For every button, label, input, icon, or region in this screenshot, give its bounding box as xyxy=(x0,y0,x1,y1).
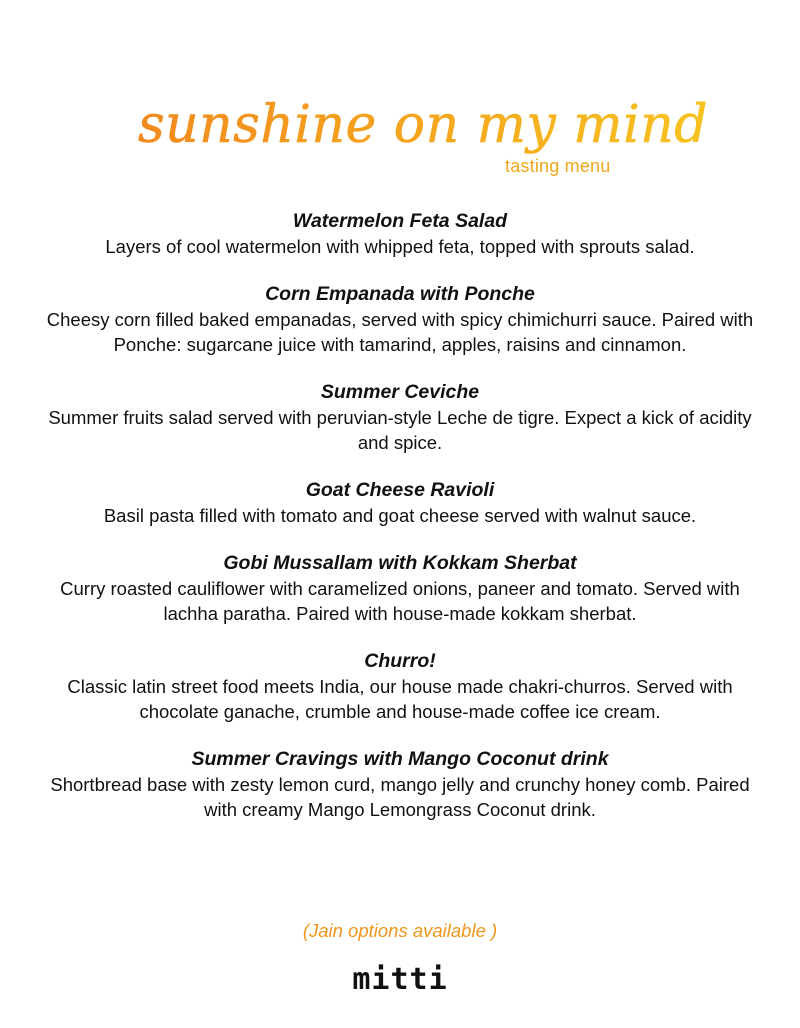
menu-item xyxy=(40,550,760,626)
menu-item-description: Cheesy corn filled baked empanadas, served with spicy chimichurri sauce. Paired with Ponche: sugarcane juice with tamarind, apples, raisins and cinnamon. xyxy=(46,309,754,355)
menu-item-name: Gobi Mussallam with Kokkam Sherbat xyxy=(223,552,577,574)
menu-item xyxy=(40,208,760,259)
title-script xyxy=(0,78,800,188)
menu-item-description: Shortbread base with zesty lemon curd, mango jelly and crunchy honey comb. Paired with creamy Mango Lemongrass Coconut drink. xyxy=(50,774,750,820)
menu-header xyxy=(0,78,800,188)
page-subtitle: tasting menu xyxy=(505,156,611,176)
menu-item-name: Corn Empanada with Ponche xyxy=(265,283,535,305)
menu-item-name: Summer Ceviche xyxy=(320,381,480,403)
menu-item-name: Churro! xyxy=(364,650,436,672)
menu-item-name: Watermelon Feta Salad xyxy=(292,210,508,232)
menu-item xyxy=(40,746,760,822)
logo-text: mitti xyxy=(352,962,448,997)
menu-item-description: Layers of cool watermelon with whipped feta, topped with sprouts salad. xyxy=(105,236,695,257)
menu-list xyxy=(40,208,760,844)
menu-item xyxy=(40,477,760,528)
jain-options-note: (Jain options available ) xyxy=(302,920,498,941)
mitti-logo xyxy=(350,962,450,1000)
menu-item-name: Summer Cravings with Mango Coconut drink xyxy=(191,748,609,770)
menu-item xyxy=(40,379,760,455)
menu-item-description: Curry roasted cauliflower with caramelized onions, paneer and tomato. Served with lachha paratha. Paired with house-made kokkam sherbat. xyxy=(60,578,740,624)
page-title: sunshine on my mind xyxy=(138,95,709,155)
menu-item-description: Classic latin street food meets India, our house made chakri-churros. Served with chocolate ganache, crumble and house-made coffee ice cream. xyxy=(67,676,733,722)
menu-item xyxy=(40,281,760,357)
menu-item-description: Summer fruits salad served with peruvian-style Leche de tigre. Expect a kick of acidity and spice. xyxy=(48,407,752,453)
menu-item-description: Basil pasta filled with tomato and goat cheese served with walnut sauce. xyxy=(103,505,697,526)
menu-item xyxy=(40,648,760,724)
menu-item-name: Goat Cheese Ravioli xyxy=(305,479,495,501)
